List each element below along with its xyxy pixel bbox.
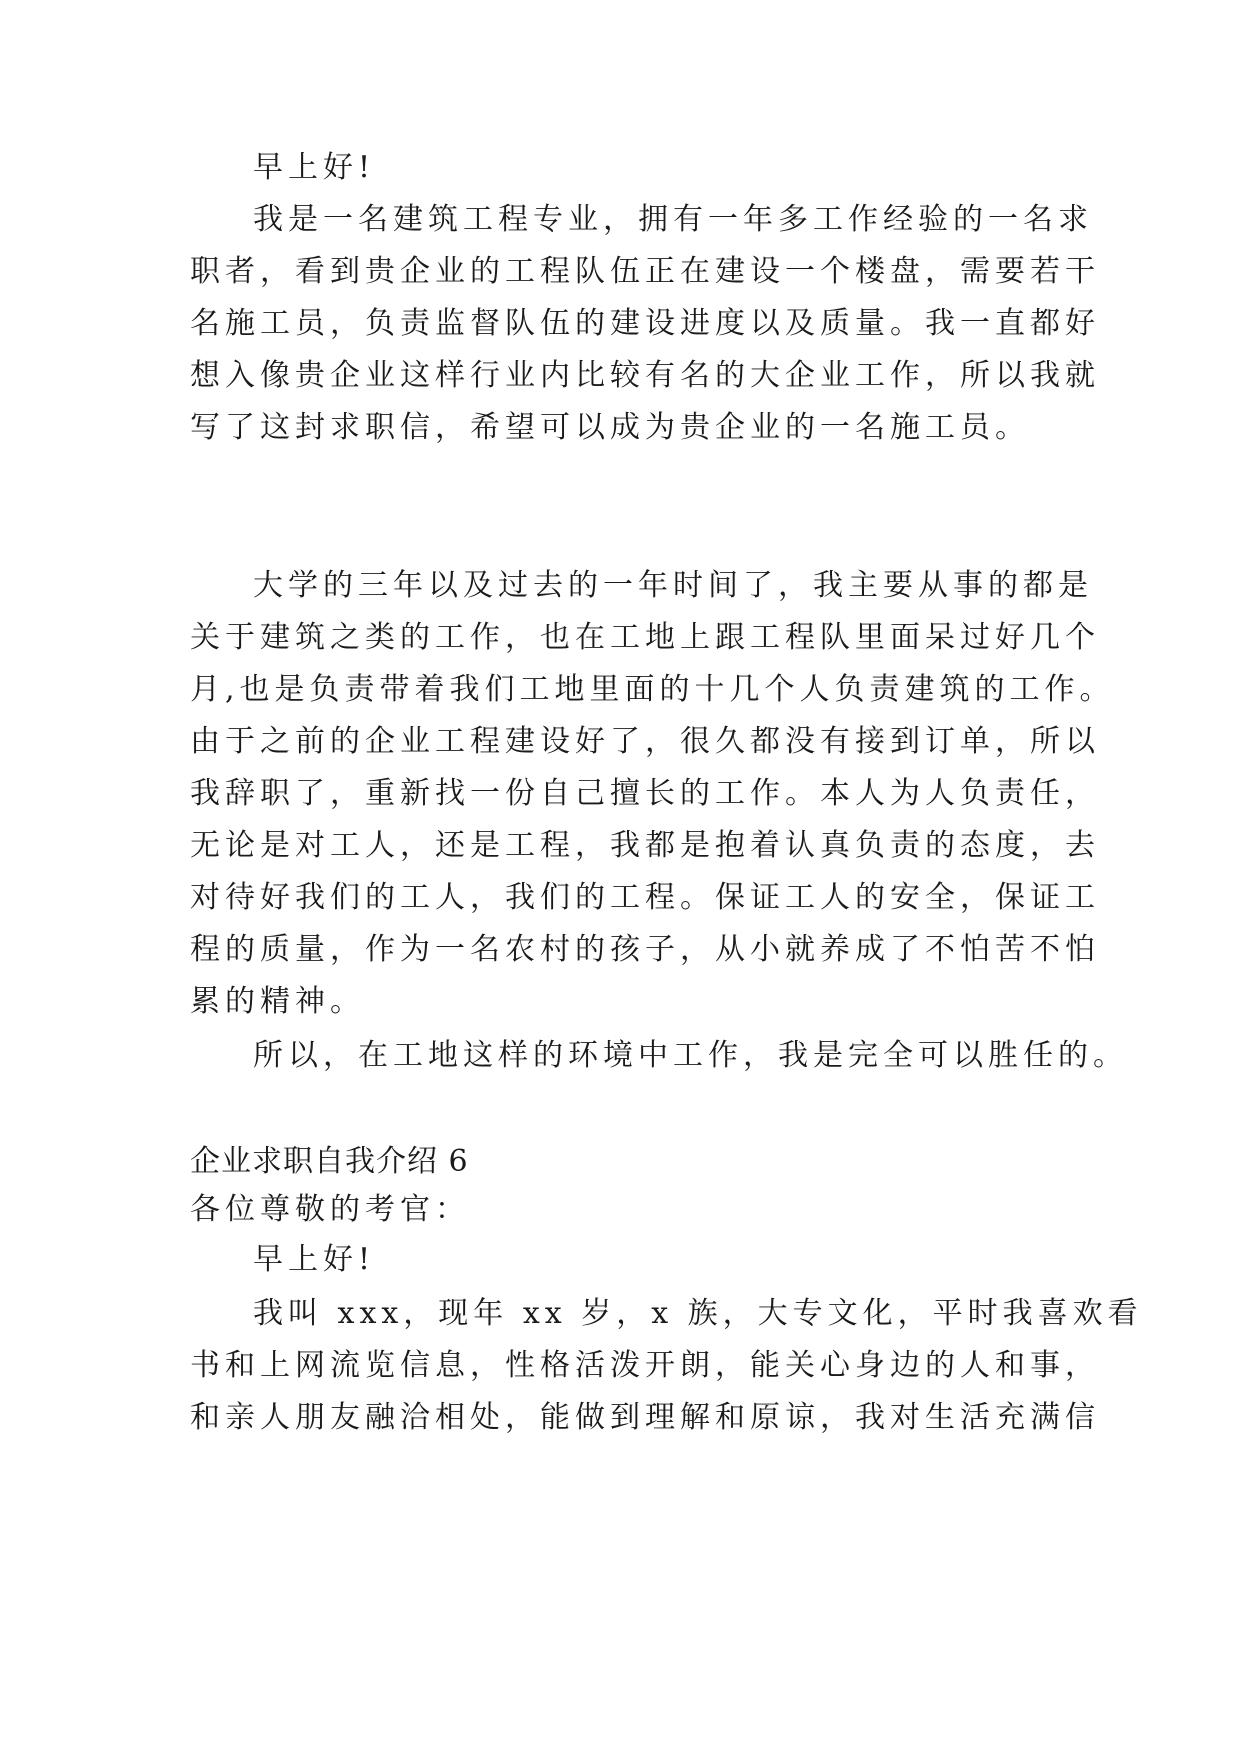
section-title: 企业求职自我介绍 6	[190, 1144, 469, 1179]
text-line: 大学的三年以及过去的一年时间了，我主要从事的都是	[253, 568, 1093, 603]
text-line: 职者，看到贵企业的工程队伍正在建设一个楼盘，需要若干	[190, 254, 1100, 289]
text-line: 想入像贵企业这样行业内比较有名的大企业工作，所以我就	[190, 358, 1100, 393]
paragraph-3: 所以，在工地这样的环境中工作，我是完全可以胜任的。	[253, 1038, 1128, 1073]
text-line: 我是一名建筑工程专业，拥有一年多工作经验的一名求	[253, 202, 1093, 237]
text-line: 写了这封求职信，希望可以成为贵企业的一名施工员。	[190, 410, 1030, 445]
text-line: 无论是对工人，还是工程，我都是抱着认真负责的态度，去	[190, 828, 1100, 863]
text-line: 对待好我们的工人，我们的工程。保证工人的安全，保证工	[190, 880, 1100, 915]
text-line: 程的质量，作为一名农村的孩子，从小就养成了不怕苦不怕	[190, 932, 1100, 967]
salutation: 各位尊敬的考官：	[190, 1192, 470, 1227]
text-line: 关于建筑之类的工作，也在工地上跟工程队里面呆过好几个	[190, 620, 1100, 655]
text-line: 我辞职了，重新找一份自己擅长的工作。本人为人负责任，	[190, 776, 1100, 811]
greeting-line: 早上好!	[253, 150, 376, 185]
text-line: 累的精神。	[190, 984, 365, 1019]
text-line: 我叫 xxx，现年 xx 岁，x 族，大专文化，平时我喜欢看	[253, 1296, 1143, 1331]
greeting-line: 早上好!	[253, 1242, 376, 1277]
text-line: 和亲人朋友融洽相处，能做到理解和原谅，我对生活充满信	[190, 1400, 1100, 1435]
text-line: 书和上网流览信息，性格活泼开朗，能关心身边的人和事，	[190, 1348, 1100, 1383]
text-line: 名施工员，负责监督队伍的建设进度以及质量。我一直都好	[190, 306, 1100, 341]
text-line: 由于之前的企业工程建设好了，很久都没有接到订单，所以	[190, 724, 1100, 759]
text-line: 月,也是负责带着我们工地里面的十几个人负责建筑的工作。	[190, 672, 1115, 707]
